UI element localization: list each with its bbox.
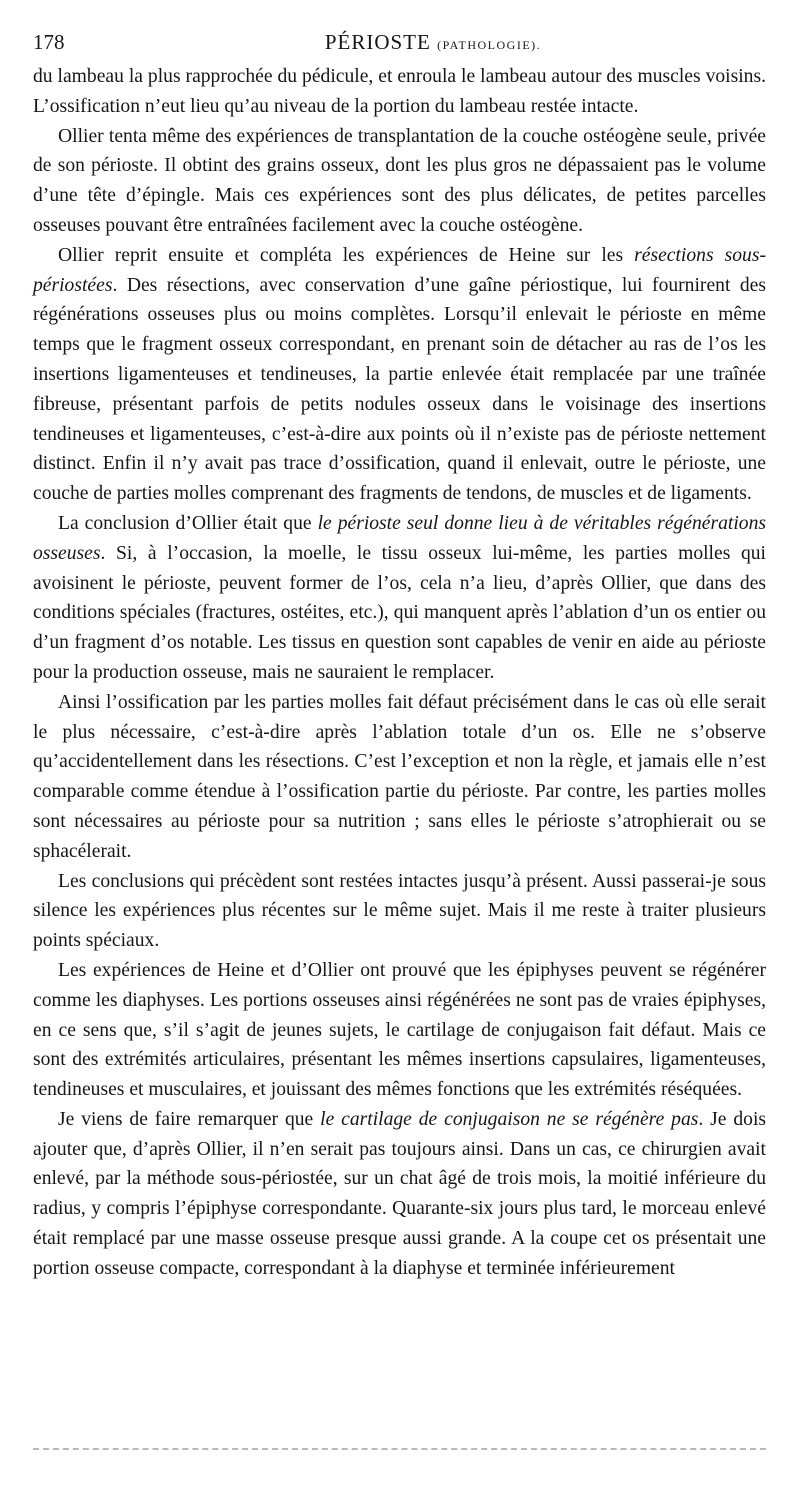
paragraph-text: . Si, à l’occasion, la moelle, le tissu osseux lui-même, les parties molles qui avoisinent le périoste, peuvent former de l’os, cela n’a lieu, d’après Ollier, que dans des conditions spéciales (fractures, ostéites, etc.), qui manquent après l’ablation d’un os entier ou d’un fragment d’os notable. Les tissus en question sont capables de venir en aide au périoste pour la production osseuse, mais ne sauraient le remplacer.	[33, 542, 766, 683]
paragraph	[33, 509, 766, 688]
running-header	[33, 30, 766, 60]
paragraph: Ollier tenta même des expériences de transplantation de la couche ostéogène seule, privée de son périoste. Il obtint des grains osseux, dont les plus gros ne dépassaient pas le volume d’une tête d’épingle. Mais ces expériences sont des plus délicates, de petites parcelles osseuses pouvant être entraînées facilement avec la couche ostéogène.	[33, 125, 766, 236]
body-text	[33, 62, 766, 1284]
paragraph: Ainsi l’ossification par les parties molles fait défaut précisément dans le cas où elle serait le plus nécessaire, c’est-à-dire après l’ablation totale d’un os. Elle ne s’observe qu’accidentellement dans les résections. C’est l’exception et non la règle, et jamais elle n’est comparable comme étendue à l’ossification partie du périoste. Par contre, les parties molles sont nécessaires au périoste pour sa nutrition ; sans elles le périoste s’atrophierait ou se sphacélerait.	[33, 691, 766, 862]
running-title-main: PÉRIOSTE	[324, 30, 431, 54]
paragraph: Les expériences de Heine et d’Ollier ont prouvé que les épiphyses peuvent se régénérer comme les diaphyses. Les portions osseuses ainsi régénérées ne sont pas de vraies épiphyses, en ce sens que, s’il s’agit de jeunes sujets, le cartilage de conjugaison fait défaut. Mais ce sont des extrémités articulaires, présentant les mêmes insertions capsulaires, ligamenteuses, tendineuses et musculaires, et jouissant des mêmes fonctions que les extrémités réséquées.	[33, 959, 766, 1101]
paragraph-text: Je viens de faire remarquer que	[58, 1108, 321, 1130]
running-title	[273, 30, 593, 55]
paragraph-text: . Des résections, avec conservation d’une gaîne périostique, lui fournirent des régénérations osseuses plus ou moins complètes. Lorsqu’il enlevait le périoste en même temps que le fragment osseux correspondant, en prenant soin de détacher au ras de l’os les insertions ligamenteuses et tendineuses, la partie enlevée était remplacée par une traînée fibreuse, présentant parfois de petits nodules osseux dans le voisinage des insertions tendineuses et ligamenteuses, c’est-à-dire aux points où il n’existe pas de périoste nettement distinct. Enfin il n’y avait pas trace d’ossification, quand il enlevait, outre le périoste, une couche de parties molles comprenant des fragments de tendons, de muscles et de ligaments.	[33, 274, 766, 505]
paragraph	[33, 1105, 766, 1284]
paragraph-text: La conclusion d’Ollier était que	[58, 512, 318, 534]
paragraph	[33, 241, 766, 509]
footer-rule	[33, 1448, 766, 1450]
paragraph: Les conclusions qui précèdent sont restées intactes jusqu’à présent. Aussi passerai-je sous silence les expériences plus récentes sur le même sujet. Mais il me reste à traiter plusieurs points spéciaux.	[33, 870, 766, 952]
page-number: 178	[33, 30, 65, 54]
italic-phrase: résections sous-périostées	[33, 244, 766, 296]
running-title-sub: (PATHOLOGIE).	[437, 38, 542, 52]
paragraph-text: Ollier reprit ensuite et compléta les expériences de Heine sur les	[58, 244, 635, 266]
italic-phrase: le cartilage de conjugaison ne se régénère pas	[320, 1108, 699, 1130]
paragraph-text: . Je dois ajouter que, d’après Ollier, il n’en serait pas toujours ainsi. Dans un cas, ce chirurgien avait enlevé, par la méthode sous-périostée, sur un chat âgé de trois mois, la moitié inférieure du radius, y compris l’épiphyse correspondante. Quarante-six jours plus tard, le morceau enlevé était remplacé par une masse osseuse presque aussi grande. A la coupe cet os présentait une portion osseuse compacte, correspondant à la diaphyse et terminée inférieurement	[33, 1108, 767, 1279]
paragraph: du lambeau la plus rapprochée du pédicule, et enroula le lambeau autour des muscles voisins. L’ossification n’eut lieu qu’au niveau de la portion du lambeau restée intacte.	[33, 66, 766, 117]
italic-phrase: le périoste seul donne lieu à de véritables régénérations osseuses	[33, 512, 766, 564]
